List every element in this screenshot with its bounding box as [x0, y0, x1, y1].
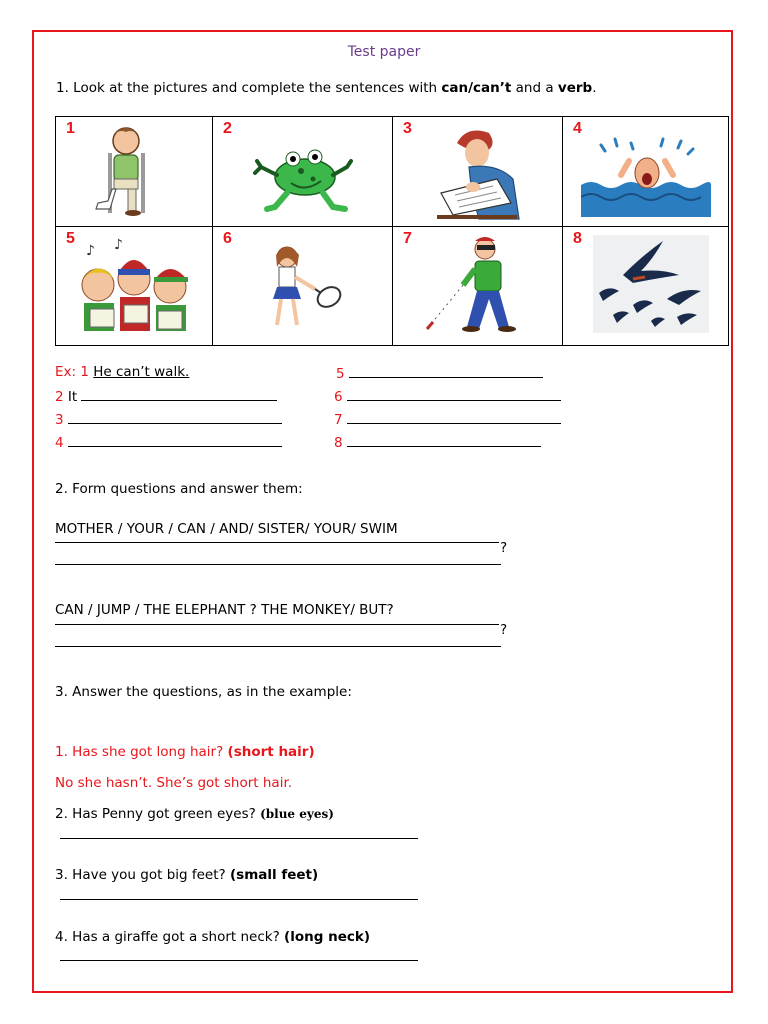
- picture-cell-8: 8: [563, 227, 729, 346]
- section2-prompt-1: MOTHER / YOUR / CAN / AND/ SISTER/ YOUR/ SWIM: [55, 521, 398, 537]
- svg-text:♪: ♪: [114, 237, 123, 253]
- frog-picture: [253, 139, 353, 215]
- answer-line-7[interactable]: 7: [334, 410, 561, 428]
- section1-instruction: 1. Look at the pictures and complete the sentences with can/can’t and a verb.: [56, 80, 597, 96]
- section2-answer-line-2[interactable]: [55, 646, 501, 647]
- section3-question-2: 2. Has Penny got green eyes? (blue eyes): [55, 806, 334, 822]
- section2-answer-line-1[interactable]: [55, 564, 501, 565]
- blind-man-with-cane-picture: [419, 233, 549, 337]
- man-writing-picture: [427, 123, 537, 221]
- svg-text:♪: ♪: [86, 243, 95, 259]
- answer-line-4[interactable]: 4: [55, 433, 282, 451]
- boy-with-broken-leg-picture: [86, 123, 166, 219]
- picture-cell-7: 7: [393, 227, 563, 346]
- section2-instruction: 2. Form questions and answer them:: [55, 481, 303, 497]
- section3-question-4: 4. Has a giraffe got a short neck? (long neck): [55, 929, 371, 945]
- picture-cell-2: 2: [213, 117, 393, 227]
- person-drowning-picture: [581, 135, 711, 217]
- girl-playing-tennis-picture: [263, 237, 343, 337]
- answer-line-6[interactable]: 6: [334, 387, 561, 405]
- section3-answer-line-3[interactable]: [60, 899, 418, 900]
- section3-question-3: 3. Have you got big feet? (small feet): [55, 867, 319, 883]
- section3-example-question: 1. Has she got long hair? (short hair): [55, 744, 315, 760]
- section3-example-answer: No she hasn’t. She’s got short hair.: [55, 775, 293, 791]
- page-title: Test paper: [347, 44, 421, 60]
- section2-question-line-1[interactable]: [55, 542, 499, 543]
- picture-cell-5: 5 ♪ ♪: [56, 227, 213, 346]
- answer-line-3[interactable]: 3: [55, 410, 282, 428]
- answer-line-2[interactable]: 2 It: [55, 387, 277, 405]
- picture-grid: [55, 116, 729, 346]
- section3-answer-line-2[interactable]: [60, 838, 418, 839]
- swallows-flying-picture: [593, 235, 709, 333]
- section2-question-line-2[interactable]: [55, 624, 499, 625]
- picture-cell-6: 6: [213, 227, 393, 346]
- picture-cell-1: 1: [56, 117, 213, 227]
- answer-line-8[interactable]: 8: [334, 433, 541, 451]
- section3-instruction: 3. Answer the questions, as in the example:: [55, 684, 352, 700]
- children-singing-picture: [72, 235, 202, 339]
- section2-prompt-2: CAN / JUMP / THE ELEPHANT ? THE MONKEY/ BUT?: [55, 602, 394, 618]
- question-mark-2: ?: [500, 622, 508, 638]
- question-mark-1: ?: [500, 540, 508, 556]
- example-sentence: Ex: 1 He can’t walk.: [55, 364, 190, 380]
- picture-cell-3: 3: [393, 117, 563, 227]
- picture-cell-4: 4: [563, 117, 729, 227]
- answer-line-5[interactable]: 5: [336, 364, 543, 382]
- section3-answer-line-4[interactable]: [60, 960, 418, 961]
